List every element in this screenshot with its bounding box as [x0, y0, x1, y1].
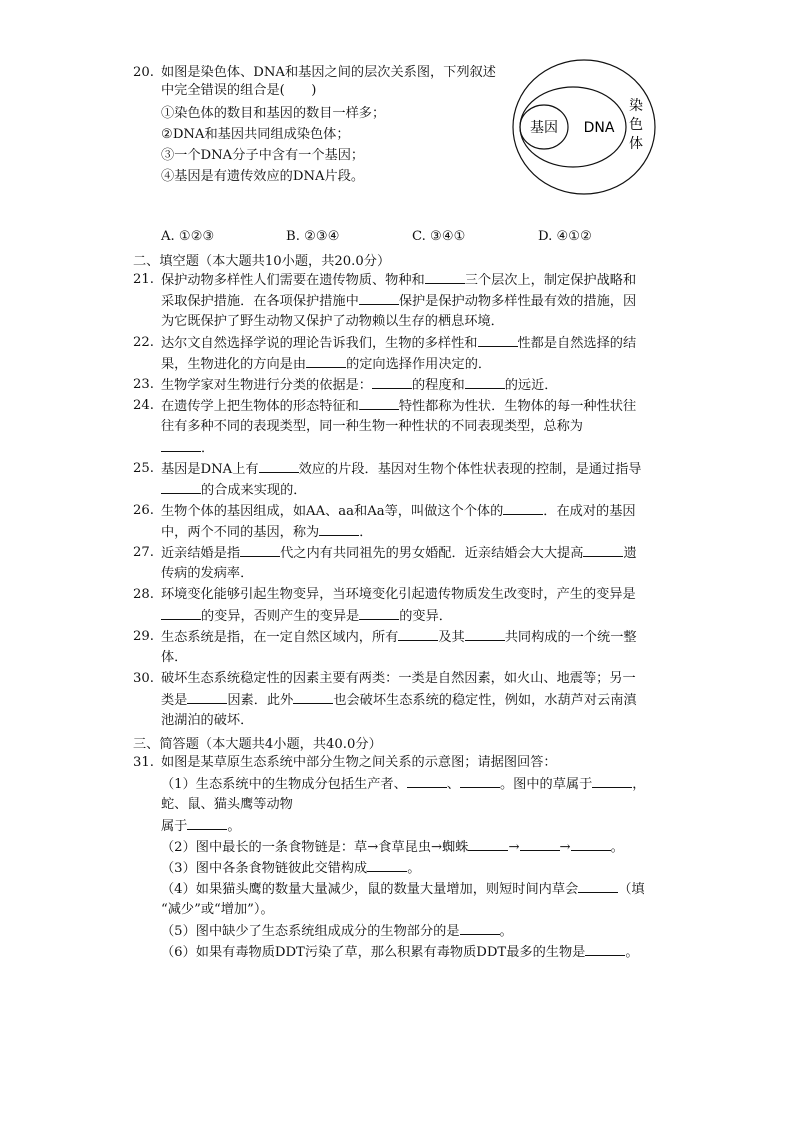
q20-stem-line1: 如图是染色体、DNA和基因之间的层次关系图，下列叙述 — [161, 65, 496, 80]
q31-blank-5[interactable] — [468, 838, 508, 851]
q22-number: 22. — [133, 335, 154, 350]
chromosome-dna-gene-diagram — [510, 56, 660, 196]
q31-part2: （2）图中最长的一条食物链是：草→食草昆虫→蜘蛛 → → 。 — [161, 840, 624, 855]
q31-part4-line2: “减少”或“增加”）。 — [161, 902, 274, 917]
q26-number: 26. — [133, 503, 154, 518]
q20-option-c: C. ③④① — [412, 229, 466, 244]
q25-blank-1[interactable] — [259, 460, 299, 473]
q20-stem-line2: 中完全错误的组合是( ) — [161, 83, 317, 98]
q24-blank-2[interactable] — [161, 439, 201, 452]
diagram-label-chromosome-1: 染 — [629, 98, 643, 114]
q22-blank-2[interactable] — [306, 355, 346, 368]
q23-blank-1[interactable] — [372, 376, 412, 389]
q20-option-b: B. ②③④ — [286, 229, 340, 244]
q27-number: 27. — [133, 545, 154, 560]
diagram-label-gene: 基因 — [530, 120, 558, 136]
q27-blank-1[interactable] — [240, 544, 280, 557]
q24-line1: 在遗传学上把生物体的形态特征和 特性都称为性状．生物体的每一种性状往 — [161, 399, 637, 414]
q27-line2: 传病的发病率． — [161, 566, 254, 581]
q23-number: 23. — [133, 377, 154, 392]
diagram-label-chromosome-2: 色 — [629, 117, 643, 133]
q31-blank-6[interactable] — [520, 838, 560, 851]
q20-option-a: A. ①②③ — [161, 229, 215, 244]
q26-line1: 生物个体的基因组成，如AA、aa和Aa等，叫做这个个体的 ．在成对的基因 — [161, 504, 636, 519]
q21-line3: 为它既保护了野生动物又保护了动物赖以生存的栖息环境． — [161, 314, 504, 329]
q30-line1: 破坏生态系统稳定性的因素主要有两类：一类是自然因素，如火山、地震等；另一 — [161, 671, 636, 686]
q30-number: 30. — [133, 671, 154, 686]
section-short-answer-heading: 三、简答题（本大题共4小题，共40.0分） — [133, 737, 382, 752]
q24-number: 24. — [133, 398, 154, 413]
diagram-label-dna: DNA — [583, 120, 615, 136]
q28-line1: 环境变化能够引起生物变异，当环境变化引起遗传物质发生改变时，产生的变异是 — [161, 587, 636, 602]
q29-line1: 生态系统是指，在一定自然区域内，所有 及其 共同构成的一个统一整 — [161, 630, 637, 645]
q25-line1: 基因是DNA上有 效应的片段．基因对生物个体性状表现的控制，是通过指导 — [161, 462, 642, 477]
q31-part6: （6）如果有毒物质DDT污染了草，那么积累有毒物质DDT最多的生物是 。 — [161, 945, 639, 960]
q27-line1: 近亲结婚是指 代之内有共同祖先的男女婚配．近亲结婚会大大提高 遗 — [161, 546, 637, 561]
q31-blank-9[interactable] — [578, 880, 618, 893]
q26-blank-2[interactable] — [319, 523, 359, 536]
q31-blank-2[interactable] — [460, 775, 500, 788]
q29-line2: 体． — [161, 650, 188, 665]
q31-blank-1[interactable] — [407, 775, 447, 788]
q30-line3: 池湖泊的破坏． — [161, 713, 254, 728]
q22-line1: 达尔文自然选择学说的理论告诉我们，生物的多样性和 性都是自然选择的结 — [161, 336, 637, 351]
q24-line3: ． — [161, 439, 214, 458]
q20-statement-4: ④基因是有遗传效应的DNA片段。 — [161, 169, 365, 184]
q20-statement-1: ①染色体的数目和基因的数目一样多； — [161, 106, 386, 121]
q31-blank-11[interactable] — [585, 943, 625, 956]
q20-number: 20. — [133, 65, 154, 80]
q21-blank-1[interactable] — [425, 271, 465, 284]
q28-line2: 的变异，否则产生的变异是 的变异． — [161, 607, 452, 626]
q26-blank-1[interactable] — [503, 502, 543, 515]
q31-blank-4[interactable] — [187, 817, 227, 830]
q21-line2: 采取保护措施．在各项保护措施中 保护是保护动物多样性最有效的措施，因 — [161, 294, 637, 309]
q31-blank-3[interactable] — [592, 775, 632, 788]
q28-number: 28. — [133, 587, 154, 602]
q30-blank-2[interactable] — [293, 691, 333, 704]
q31-blank-8[interactable] — [367, 859, 407, 872]
q24-line2: 往有多种不同的表现类型，同一种生物一种性状的不同表现类型，总称为 — [161, 419, 583, 434]
q20-statement-2: ②DNA和基因共同组成染色体； — [161, 127, 350, 142]
q31-stem: 如图是某草原生态系统中部分生物之间关系的示意图；请据图回答： — [161, 755, 557, 770]
q21-blank-2[interactable] — [359, 292, 399, 305]
q22-line2: 果，生物进化的方向是由 的定向选择作用决定的． — [161, 357, 492, 372]
q31-part1-line1: （1）生态系统中的生物成分包括生产者、 、 。图中的草属于 ， — [161, 777, 646, 792]
q21-number: 21. — [133, 272, 154, 287]
q23-line1: 生物学家对生物进行分类的依据是： 的程度和 的远近． — [161, 378, 558, 393]
q20-option-d: D. ④①② — [538, 229, 592, 244]
q31-part1-line2: 蛇、鼠、猫头鹰等动物 — [161, 797, 293, 812]
q31-part3: （3）图中各条食物链彼此交错构成 。 — [161, 861, 421, 876]
q26-line2: 中，两个不同的基因，称为 ． — [161, 525, 373, 540]
q31-part1-line3: 属于 。 — [161, 819, 241, 834]
q27-blank-2[interactable] — [583, 544, 623, 557]
q24-blank-1[interactable] — [359, 397, 399, 410]
q31-blank-10[interactable] — [460, 922, 500, 935]
q31-part5: （5）图中缺少了生态系统组成成分的生物部分的是 。 — [161, 924, 513, 939]
diagram-label-chromosome-3: 体 — [629, 136, 643, 152]
q30-blank-1[interactable] — [187, 691, 227, 704]
q31-number: 31. — [133, 755, 154, 770]
q25-blank-2[interactable] — [161, 481, 201, 494]
q29-blank-2[interactable] — [465, 628, 505, 641]
q21-line1: 保护动物多样性人们需要在遗传物质、物种和 三个层次上，制定保护战略和 — [161, 273, 637, 288]
q31-blank-7[interactable] — [571, 838, 611, 851]
q23-blank-2[interactable] — [465, 376, 505, 389]
q29-number: 29. — [133, 629, 154, 644]
q22-blank-1[interactable] — [478, 334, 518, 347]
section-fill-in-heading: 二、填空题（本大题共10小题，共20.0分） — [133, 254, 391, 269]
q20-statement-3: ③一个DNA分子中含有一个基因； — [161, 148, 365, 163]
q31-part4-line1: （4）如果猫头鹰的数量大量减少，鼠的数量大量增加，则短时间内草会 （填 — [161, 882, 645, 897]
q25-line2: 的合成来实现的． — [161, 481, 307, 500]
q29-blank-1[interactable] — [398, 628, 438, 641]
q25-number: 25. — [133, 461, 154, 476]
q28-blank-1[interactable] — [161, 607, 201, 620]
q30-line2: 类是 因素．此外 也会破坏生态系统的稳定性，例如，水葫芦对云南滇 — [161, 693, 637, 708]
q28-blank-2[interactable] — [359, 607, 399, 620]
